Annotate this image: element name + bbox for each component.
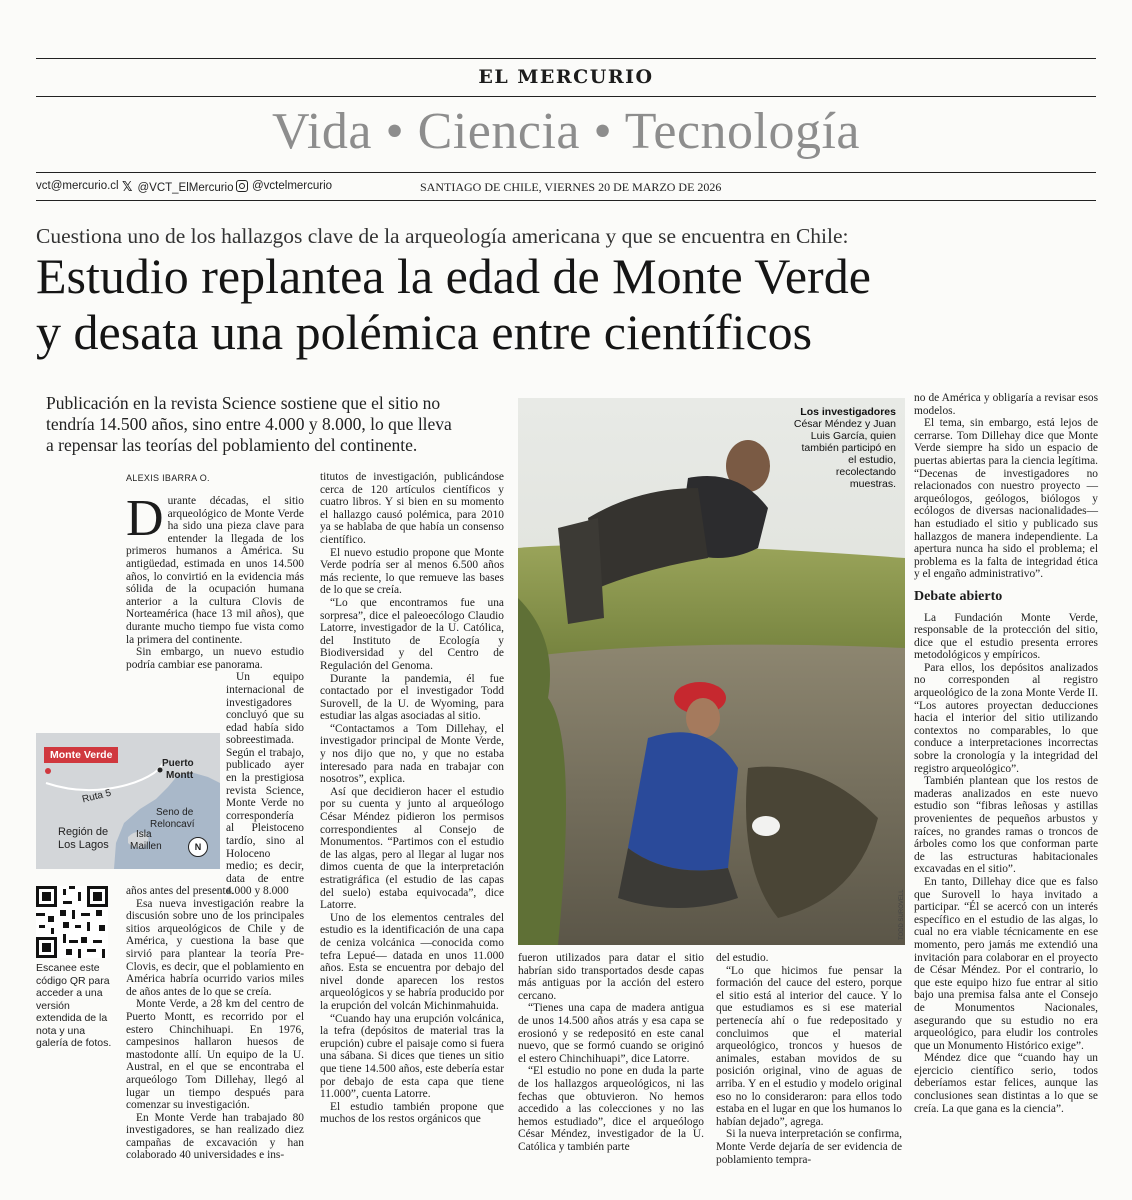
contact-email[interactable]: vct@mercurio.cl: [36, 180, 119, 192]
paragraph: no de América y obligaría a revisar esos modelos.: [914, 392, 1098, 417]
column-3: [518, 952, 704, 1154]
map-label-isla-1: Isla: [136, 829, 152, 840]
top-rule: [36, 58, 1096, 59]
qr-code-graphic: [36, 886, 108, 958]
headline-line-2: y desata una polémica entre científicos: [36, 304, 813, 360]
qr-caption: Escanee este código QR para acceder a una versión extendida de la nota y una galería de fotos.: [36, 962, 112, 1049]
masthead-rule: [36, 96, 1096, 97]
lead: [46, 393, 496, 456]
north-arrow-icon: N: [188, 837, 208, 857]
map-label-seno-2: Reloncaví: [150, 819, 195, 830]
headline: [36, 248, 1036, 360]
paragraph: Méndez dice que “cuando hay un ejercicio científico serio, todos deberíamos estar felices, aunque las conclusiones sean distintas a lo que se creía. La que gana es la ciencia”.: [914, 1052, 1098, 1115]
contact-x[interactable]: [122, 180, 234, 195]
contact-instagram[interactable]: [236, 180, 332, 192]
map-label-region-1: Región de: [58, 826, 109, 838]
paragraph: También plantean que los restos de maderas analizados en este nuevo estudio son “fibras leñosas y astillas provenientes de pequeños arbustos y raíces, no grandes ramas o troncos de árboles como los que conforman parte de las estructuras habitacionales excavadas en el sitio”.: [914, 775, 1098, 876]
column-1-bottom: [126, 885, 304, 1162]
paragraph: El estudio también propone que muchos de los restos orgánicos que: [320, 1100, 504, 1126]
photo-caption-title: Los investigadores: [800, 406, 896, 418]
map-label-monte-verde: Monte Verde: [44, 747, 118, 763]
lead-line-1: Publicación en la revista Science sostiene que el sitio no: [46, 393, 441, 413]
instagram-handle: @vctelmercurio: [252, 180, 333, 192]
section-rule: [36, 172, 1096, 173]
paragraph: Monte Verde, a 28 km del centro de Puerto Montt, es recorrido por el estero Chinchihuapi. En 1976, campesinos hallaron huesos de mastodonte allí. Un equipo de la U. Austral, en el que se encontraba el arqueólogo Tom Dillehay, llegó al lugar un tiempo después para comenzar su investigación.: [126, 998, 304, 1112]
paragraph: fueron utilizados para datar el sitio habrían sido transportados desde capas más antiguas por la acción del estero cercano.: [518, 952, 704, 1002]
lead-line-3: a repensar las teorías del poblamiento del continente.: [46, 435, 418, 455]
map-label-seno-1: Seno de: [156, 807, 194, 818]
paragraph: En Monte Verde han trabajado 80 investigadores, se han realizado diez campañas de excavación y han colaborado 40 universidades e ins-: [126, 1111, 304, 1162]
byline: ALEXIS IBARRA O.: [126, 473, 210, 483]
lead-line-2: tendría 14.500 años, sino entre 4.000 y 8.000, lo que lleva: [46, 414, 452, 434]
headline-line-1: Estudio replantea la edad de Monte Verde: [36, 248, 871, 304]
paragraph: “Lo que hicimos fue pensar la formación del cauce del estero, porque el sitio está al interior del cauce. Y lo que estudiamos es si ese material pertenecía ahí o fue redepositado y concluimos que el material arqueológico, troncos y huesos de animales, estaban movidos de su posición original, vino de aguas de arriba. Y en el estudio y modelo original eso no lo consideraron: para ellos todo estaba en el lugar en que los humanos lo habían dejado”, agrega.: [716, 964, 902, 1128]
paragraph: años antes del presente.: [126, 885, 234, 897]
photo-caption: [792, 406, 896, 490]
kicker: Cuestiona uno de los hallazgos clave de la arqueología americana y que se encuentra en Chile:: [36, 224, 849, 248]
instagram-icon: [236, 180, 248, 192]
paragraph: “Tienes una capa de madera antigua de unos 14.500 años atrás y esa capa se erosionó y se redepositó en este canal nuevo, que se formó cuando se originó el estero Chinchihuapi”, dice Latorre.: [518, 1002, 704, 1065]
paragraph: Si la nueva interpretación se confirma, Monte Verde dejaría de ser evidencia de poblamiento tempra-: [716, 1128, 902, 1166]
contact-rule: [36, 200, 1096, 201]
column-4: [716, 952, 902, 1166]
paragraph: Esa nueva investigación reabre la discusión sobre uno de los principales sitios arqueológicos de Chile y de América, y cuestiona la base que sirvió para plantear la teoría Pre-Clovis, es decir, que el poblamiento en América habría ocurrido varios miles de años antes de lo que se creía.: [126, 897, 304, 998]
paragraph: En tanto, Dillehay dice que es falso que Surovell lo haya invitado a participar. “Él se acercó con un interés específico en el estudio de las algas, lo cual no era viable técnicamente en ese momento, pero jamás me extendió una invitación para colaborar en el proyecto de César Méndez. Por el contrario, lo que este equipo hizo fue entrar al sitio bajo una premisa falsa ante el Consejo de Monumentos Nacionales, asegurando que su estudio no era arqueológico, para eludir los controles que un Monumento Histórico exige”.: [914, 875, 1098, 1052]
paragraph: Sin embargo, un nuevo estudio podría cambiar ese panorama.: [126, 646, 304, 671]
map-marker-monte-verde: [45, 768, 51, 774]
paragraph: “El estudio no pone en duda la parte de los hallazgos arqueológicos, ni las fechas que obtuvieron. No hemos accedido a las colecciones y no las hemos estudiado”, dice el arqueólogo César Méndez, investigador de la U. Católica y también parte: [518, 1065, 704, 1153]
paragraph: El nuevo estudio propone que Monte Verde podría ser al menos 6.500 años más reciente, lo que remueve las bases de lo que se creía.: [320, 546, 504, 597]
paragraph: titutos de investigación, publicándose cerca de 120 artículos científicos y cuatro libros. Y si bien en su momento el hallazgo causó polémica, para 2010 ya se hablaba de que había un consenso científico.: [320, 471, 504, 546]
map-label-puerto-1: Puerto: [162, 758, 194, 769]
paragraph: Un equipo internacional de investigadores concluyó que su edad había sido sobreestimada. Según el trabajo, publicado ayer en la prestigiosa revista Science, Monte Verde no correspondería al Pleistoceno tardío, sino al Holoceno medio; es decir, data de entre 4.000 y 8.000: [226, 671, 304, 898]
map-label-puerto-2: Montt: [166, 770, 194, 781]
qr-code[interactable]: [36, 886, 108, 958]
paragraph: “Contactamos a Tom Dillehay, el investigador principal de Monte Verde, y nos dijo que no, y que no estaba interesado para nada en trabajar con nosotros”, explica.: [320, 722, 504, 786]
section-title: Vida • Ciencia • Tecnología: [271, 103, 860, 160]
x-handle: @VCT_ElMercurio: [137, 181, 234, 194]
column-5: [914, 392, 1098, 1115]
paragraph: “Lo que encontramos fue una sorpresa”, dice el paleoecólogo Claudio Latorre, investigador de la U. Católica, del Instituto de Ecología y Biodiversidad y del Centro de Regulación del Genoma.: [320, 596, 504, 672]
paragraph: Durante décadas, el sitio arqueológico de Monte Verde ha sido una pieza clave para entender la llegada de los primeros humanos a América. Su antigüedad, estimada en unos 14.500 años, lo convirtió en la evidencia más sólida de la ocupación humana anterior a la cultura Clovis de Norteamérica (hace 13 mil años), que durante mucho tiempo fue vista como la primera del continente.: [126, 490, 304, 646]
date-line: SANTIAGO DE CHILE, VIERNES 20 DE MARZO DE 2026: [420, 180, 722, 194]
paragraph: La Fundación Monte Verde, responsable de la protección del sitio, dice que el estudio presenta errores metodológicos y empíricos.: [914, 611, 1098, 662]
paragraph: Para ellos, los depósitos analizados no corresponden al registro arqueológico de la zona Monte Verde II. “Los autores proyectan deducciones hacia el interior del sitio utilizando contextos no comparables, lo que conduce a interpretaciones incorrectas sobre la cronología y la integridad del registro arqueológico”.: [914, 661, 1098, 775]
paragraph: “Cuando hay una erupción volcánica, la tefra (depósitos de material tras la erupción) cubre el paisaje como si fuera una sábana. Si dices que tienes un sitio que tiene 14.500 años, este debería estar por debajo de esta capa que tiene 11.000”, cuenta Latorre.: [320, 1012, 504, 1101]
photo-caption-text: César Méndez y Juan Luis García, quien también participó en el estudio, recolectando muestras.: [793, 418, 896, 490]
paragraph: Uno de los elementos centrales del estudio es la identificación de una capa de ceniza volcánica —conocida como tefra Lepué— datada en unos 11.000 años. Esta se encuentra por debajo del nivel donde aparecen los restos arqueológicos y se habría producido por la erupción del volcán Michinmahuida.: [320, 911, 504, 1012]
paragraph: del estudio.: [716, 952, 769, 964]
subhead: Debate abierto: [914, 588, 1003, 604]
drop-cap: D: [126, 490, 164, 547]
map-label-region-2: Los Lagos: [58, 839, 109, 851]
photo-credit: TODD SUROVELL: [899, 889, 905, 940]
column-1-top: [126, 490, 304, 898]
masthead: EL MERCURIO: [478, 66, 654, 88]
paragraph: El tema, sin embargo, está lejos de cerrarse. Tom Dillehay dice que Monte Verde siempre ha sido un espacio de puertas abiertas para la ciencia legítima. “Decenas de investigadores no relacionados con nuestro proyecto —arqueólogos, geólogos, biólogos y ecólogos de diversas nacionalidades— han estudiado el sitio y publicado sus hallazgos de manera independiente. La apertura nunca ha sido el problema; el problema es la falta de integridad ética y el engaño administrativo”.: [914, 417, 1098, 581]
map-label-isla-2: Maillen: [130, 841, 162, 852]
map-label-ruta: Ruta 5: [81, 787, 113, 806]
x-icon: 𝕏: [122, 180, 133, 195]
paragraph: Así que decidieron hacer el estudio por su cuenta y junto al arqueólogo César Méndez pidieron los permisos correspondientes al Consejo de Monumentos. “Partimos con el estudio de las algas, pero al llegar al lugar nos dimos cuenta de que la interpretación estratigráfica (el estudio de las capas del suelo) estaba equivocada”, dice Latorre.: [320, 785, 504, 912]
paragraph: Durante la pandemia, él fue contactado por el investigador Todd Surovell, de la U. de Wyoming, para estudiar las algas asociadas al sitio.: [320, 672, 504, 723]
column-2: [320, 471, 504, 1126]
